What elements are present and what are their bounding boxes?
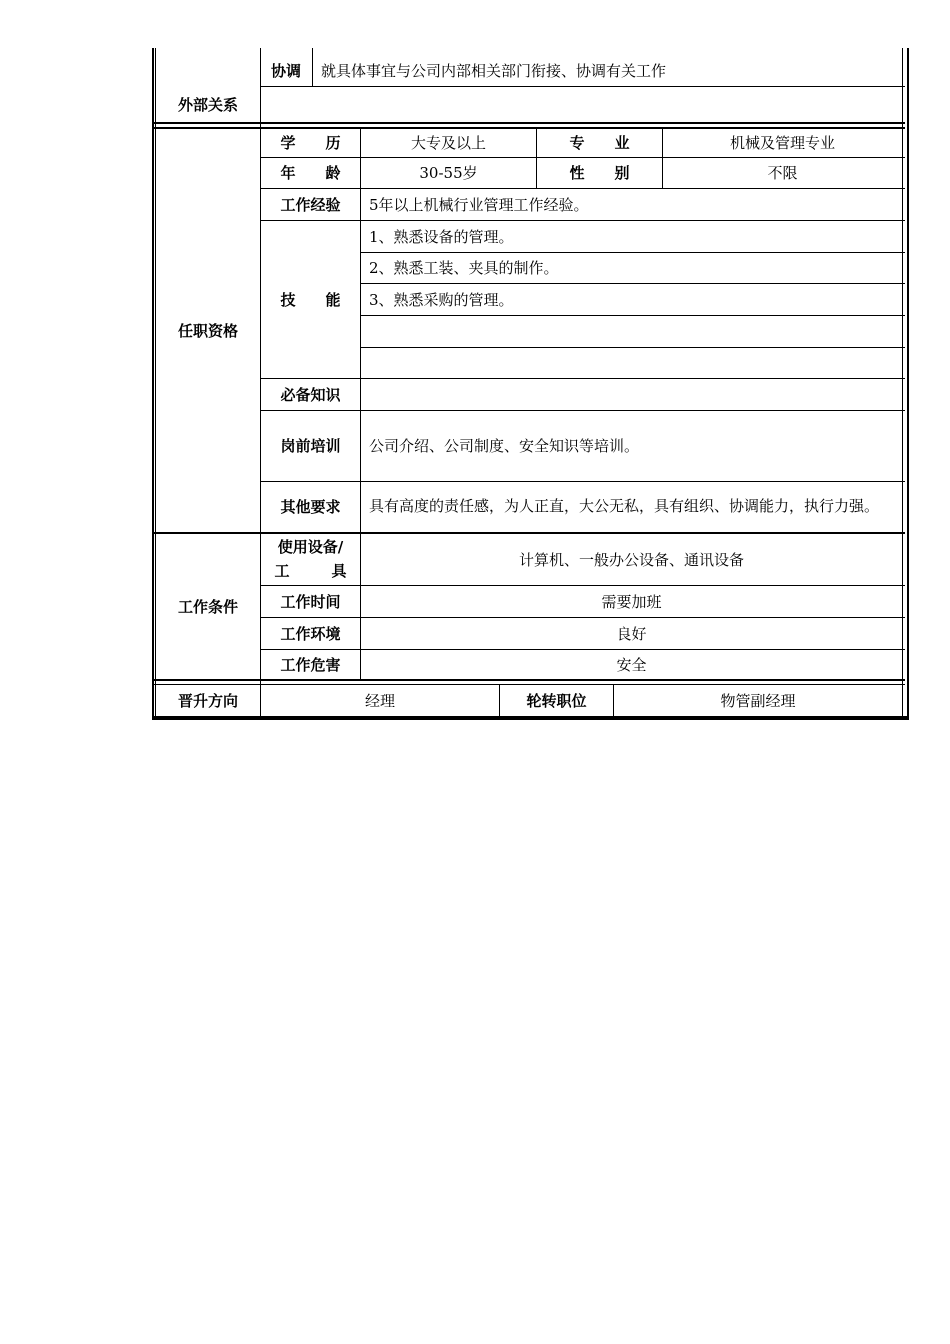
age-value: 30-55岁 bbox=[419, 164, 478, 182]
knowledge-label: 必备知识 bbox=[280, 385, 341, 404]
education-label: 学 历 bbox=[280, 134, 341, 152]
external-relations-label: 外部关系 bbox=[177, 95, 238, 114]
coordination-label: 协调 bbox=[270, 62, 301, 80]
skill-item bbox=[361, 316, 902, 347]
work-environment-label: 工作环境 bbox=[280, 624, 341, 643]
skill-item: 3、熟悉采购的管理。 bbox=[369, 290, 514, 309]
experience-value: 5年以上机械行业管理工作经验。 bbox=[369, 195, 589, 214]
gender-value: 不限 bbox=[767, 164, 798, 182]
skill-item bbox=[361, 348, 902, 378]
coordination-text: 就具体事宜与公司内部相关部门衔接、协调有关工作 bbox=[321, 62, 667, 80]
training-label: 岗前培训 bbox=[280, 437, 341, 455]
education-value: 大专及以上 bbox=[410, 134, 486, 152]
skills-label: 技 能 bbox=[280, 290, 341, 309]
work-hazard-value: 安全 bbox=[616, 655, 647, 674]
equipment-label: 使用设备/ 工 具 bbox=[274, 538, 347, 580]
rotation-label: 轮转职位 bbox=[526, 692, 587, 710]
job-description-table bbox=[152, 48, 909, 720]
training-value: 公司介绍、公司制度、安全知识等培训。 bbox=[369, 437, 640, 455]
knowledge-value bbox=[361, 379, 902, 410]
equipment-value: 计算机、一般办公设备、通讯设备 bbox=[518, 550, 744, 569]
skill-item: 2、熟悉工装、夹具的制作。 bbox=[369, 259, 559, 277]
skill-item: 1、熟悉设备的管理。 bbox=[369, 227, 514, 246]
work-conditions-label: 工作条件 bbox=[177, 597, 238, 616]
work-time-label: 工作时间 bbox=[280, 592, 341, 611]
major-value: 机械及管理专业 bbox=[729, 134, 835, 152]
other-requirements-label: 其他要求 bbox=[280, 498, 341, 516]
experience-label: 工作经验 bbox=[280, 195, 341, 214]
work-time-value: 需要加班 bbox=[601, 592, 662, 611]
rotation-value: 物管副经理 bbox=[720, 692, 796, 710]
work-environment-value: 良好 bbox=[616, 624, 647, 643]
other-requirements-value: 具有高度的责任感，为人正直，大公无私，具有组织、协调能力，执行力强。 bbox=[369, 497, 880, 516]
age-label: 年 龄 bbox=[280, 164, 341, 182]
work-hazard-label: 工作危害 bbox=[280, 655, 341, 674]
promotion-value: 经理 bbox=[364, 692, 395, 710]
major-label: 专 业 bbox=[569, 134, 630, 152]
qualifications-label: 任职资格 bbox=[177, 321, 238, 340]
external-relations-text bbox=[261, 87, 902, 122]
promotion-label: 晋升方向 bbox=[177, 692, 238, 710]
gender-label: 性 别 bbox=[569, 164, 630, 182]
